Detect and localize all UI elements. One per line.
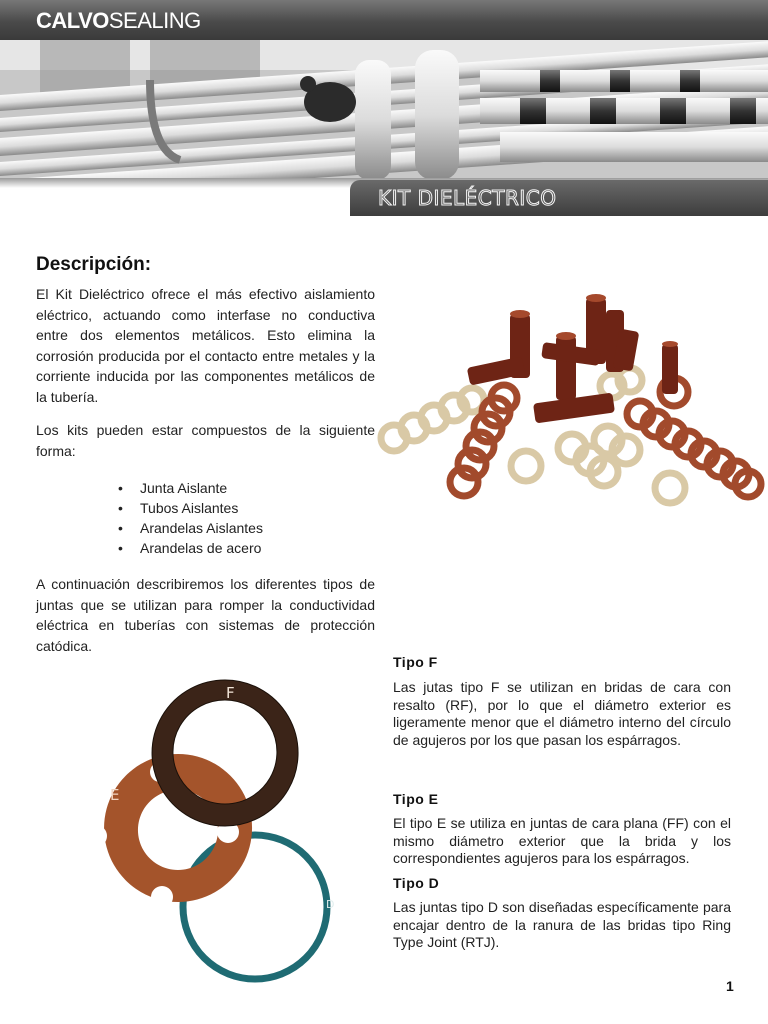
list-item: • Arandelas Aislantes <box>118 518 263 538</box>
tipo-f-text: Las jutas tipo F se utilizan en bridas de cara con resalto (RF), por lo que el diámetro exterior es ligeramente menor que el diámetro interno del círculo de agujeros por los que pasan los espárragos. <box>393 679 731 748</box>
brand-logo <box>36 8 201 34</box>
description-paragraph-1: El Kit Dieléctrico ofrece el más efectivo aislamiento eléctrico, actuando como interfase no conductiva entre dos elementos metálicos. Esto elimina la corrosión producida por el contacto entre metales y la corriente inducida por las componentes metálicos de la tubería. <box>36 286 375 405</box>
brand-bold: CALVO <box>36 8 109 33</box>
dielectric-kit-photo <box>376 290 768 512</box>
pipes-banner-image <box>0 40 768 180</box>
gasket-types-diagram <box>60 672 360 992</box>
tipo-e-text: El tipo E se utiliza en juntas de cara plana (FF) con el mismo diámetro exterior que la brida y los correspondientes agujeros para los espárragos. <box>393 815 731 866</box>
section-tab <box>350 180 768 216</box>
gasket-d-ring <box>183 835 327 979</box>
gasket-f-label: F <box>226 684 235 702</box>
tipo-f-heading: Tipo F <box>393 654 438 670</box>
gasket-e-label: E <box>110 786 120 804</box>
description-heading: Descripción: <box>36 254 152 275</box>
tipo-e-heading: Tipo E <box>393 791 439 807</box>
list-item: • Tubos Aislantes <box>118 498 263 518</box>
list-item: • Arandelas de acero <box>118 538 263 558</box>
kit-components-list <box>118 478 263 558</box>
list-item: • Junta Aislante <box>118 478 263 498</box>
gasket-d-label: D <box>326 898 335 911</box>
top-bar <box>0 0 768 40</box>
section-title: KIT DIELÉCTRICO <box>378 186 557 210</box>
brand-light: SEALING <box>108 8 201 33</box>
pipes-banner-drawing <box>0 40 768 180</box>
page-number: 1 <box>726 978 734 994</box>
description-paragraph-3: A continuación describiremos los diferentes tipos de juntas que se utilizan para romper la conductividad eléctrica en tuberías con sistemas de protección catódica. <box>36 576 375 654</box>
description-paragraph-2: Los kits pueden estar compuestos de la siguiente forma: <box>36 422 375 459</box>
tipo-d-heading: Tipo D <box>393 875 440 891</box>
tipo-d-text: Las juntas tipo D son diseñadas específicamente para encajar dentro de la ranura de las bridas tipo Ring Type Joint (RTJ). <box>393 899 731 950</box>
